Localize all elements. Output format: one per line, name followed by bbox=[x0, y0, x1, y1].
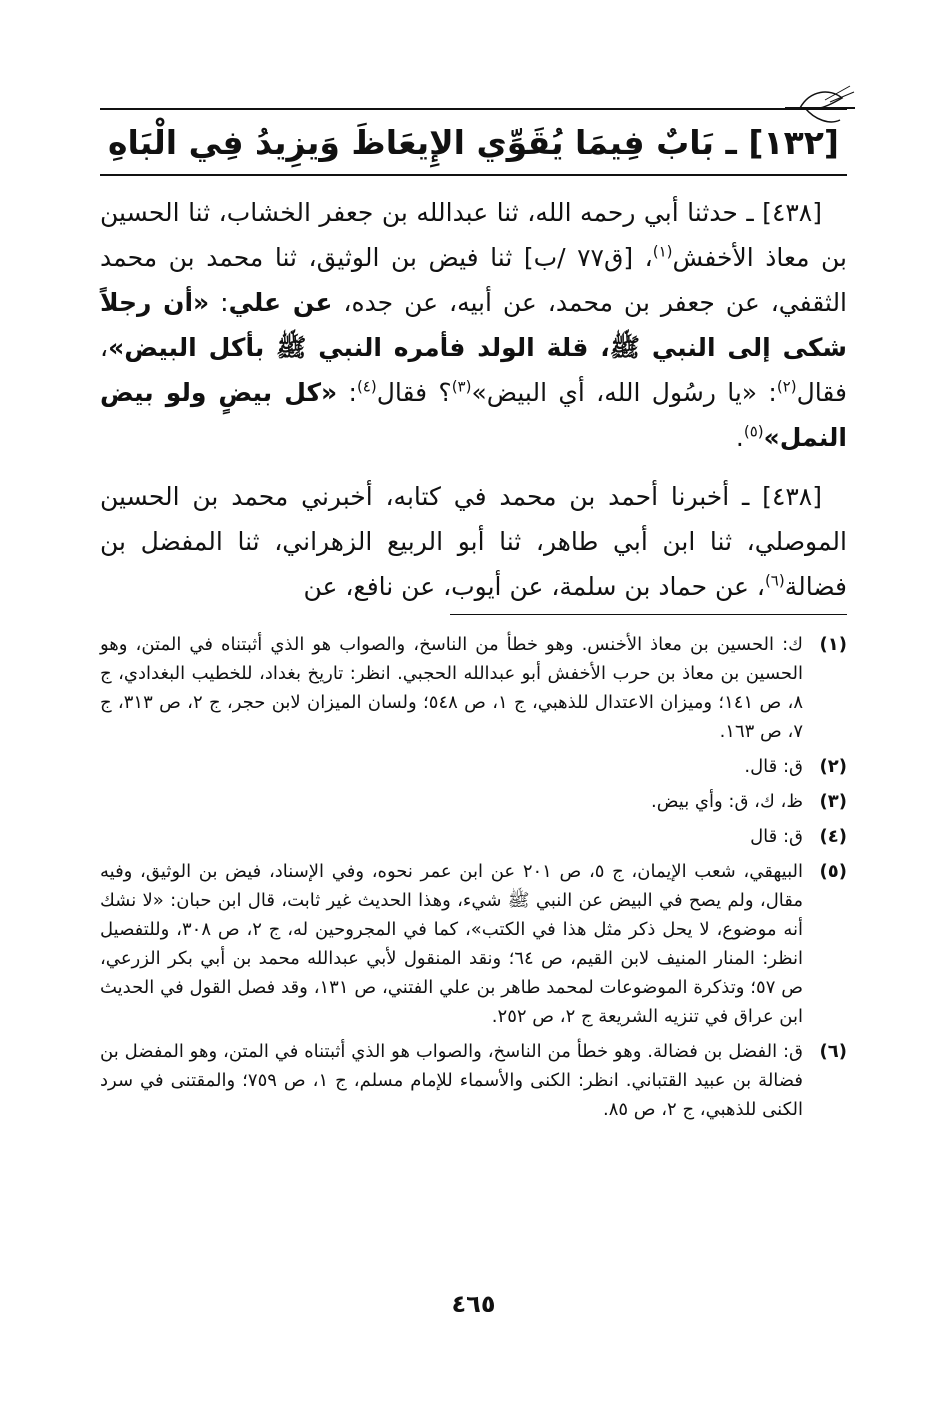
footnote-item bbox=[100, 630, 847, 746]
footnote-number: (١) bbox=[819, 634, 847, 655]
hadith-number: [٤٣٨] bbox=[762, 198, 822, 227]
footnote-text: ق: الفضل بن فضالة. وهو خطأ من الناسخ، والصواب هو الذي أثبتناه في المتن، وهو المفضل بن فضالة بن عبيد القتباني. انظر: الكنى والأسماء للإمام مسلم، ج ١، ص ٧٥٩؛ والمقتنى في سرد الكنى للذهبي، ج ٢، ص ٨٥. bbox=[100, 1041, 803, 1120]
hadith-bold-text: عن علي bbox=[228, 288, 333, 317]
footnote-number: (٤) bbox=[819, 826, 847, 847]
footnote-item bbox=[100, 752, 847, 781]
hadith-text: : bbox=[209, 288, 229, 317]
hadith-text: . bbox=[735, 423, 744, 452]
footnote-ref: (٣) bbox=[451, 377, 472, 396]
hadith-text: ، [ق٧٧ /ب] ثنا فيض بن الوثيق، ثنا محمد بن محمد الثقفي، عن جعفر بن محمد، عن أبيه، عن جده، bbox=[100, 243, 848, 317]
footnote-item bbox=[100, 787, 847, 816]
footnote-text: ظ، ك، ق: وأي بيض. bbox=[650, 791, 803, 812]
footnote-ref: (١) bbox=[652, 242, 673, 261]
footnote-item bbox=[100, 822, 847, 851]
footnotes bbox=[100, 630, 847, 1130]
page-number: ٤٦٥ bbox=[451, 1290, 496, 1318]
hadith-number: [٤٣٨] bbox=[762, 482, 822, 511]
title-rule bbox=[100, 174, 847, 176]
hadith-paragraph bbox=[100, 190, 847, 460]
footnote-ref: (٦) bbox=[764, 571, 785, 590]
footnote-text: ق: قال bbox=[750, 826, 803, 847]
hadith-text: ؟ فقال bbox=[376, 378, 452, 407]
hadith-text: : bbox=[337, 378, 357, 407]
hadith-text: : «يا رسُول الله، أي البيض» bbox=[471, 378, 777, 407]
footnote-text: ك: الحسين بن معاذ الأخنس. وهو خطأ من الناسخ، والصواب هو الذي أثبتناه في المتن، وهو الحسين بن معاذ بن حرب الأخفش أبو عبدالله الحجبي. انظر: تاريخ بغداد، للخطيب البغدادي، ج ٨، ص ١٤١؛ وميزان الاعتدال للذهبي، ج ١، ص ٥٤٨؛ ولسان الميزان لابن حجر، ج ٢، ص ٣١٣، ج ٧، ص ١٦٣. bbox=[100, 634, 804, 742]
hadith-bold-text: «أن رجلاً شكى إلى النبي ﷺ، قلة الولد فأمره النبي ﷺ بأكل البيض» bbox=[100, 288, 847, 362]
hadith-text: ـ حدثنا أبي رحمه الله، ثنا عبدالله بن جعفر الخشاب، ثنا الحسين بن معاذ الأخفش bbox=[100, 198, 847, 272]
footnote-ref: (٤) bbox=[356, 377, 377, 396]
footnote-number: (٦) bbox=[819, 1041, 847, 1062]
footnote-number: (٥) bbox=[819, 861, 847, 882]
hadith-text: ـ أخبرنا أحمد بن محمد في كتابه، أخبرني محمد بن الحسين الموصلي، ثنا ابن أبي طاهر، ثنا أبو الربيع الزهراني، ثنا المفضل بن فضالة bbox=[100, 482, 847, 601]
footnote-text: البيهقي، شعب الإيمان، ج ٥، ص ٢٠١ عن ابن عمر نحوه، وفي الإسناد، فيض بن الوثيق، وفيه مقال، ولم يصح في البيض عن النبي ﷺ شيء، وهذا الحديث غير ثابت، قال ابن حبان: «لا نشك أنه موضوع، لا يحل ذكر مثل هذا في الكتب»، كما في المجروحين له، ج ٢، ص ٣٠٨، وللتفصيل انظر: المنار المنيف لابن القيم، ص ٦٤؛ ونقد المنقول لأبي عبدالله محمد بن أبي بكر الزرعي، ص ٥٧؛ وتذكرة الموضوعات لمحمد طاهر بن علي الفتني، ص ١٣١، وقد فصل القول في الحديث ابن عراق في تنزيه الشريعة ج ٢، ص ٢٥٢. bbox=[100, 861, 804, 1027]
footnote-ref: (٢) bbox=[776, 377, 797, 396]
footnote-number: (٢) bbox=[819, 756, 847, 777]
footnote-separator bbox=[450, 614, 847, 615]
hadith-text: ، عن حماد بن سلمة، عن أيوب، عن نافع، عن bbox=[303, 572, 765, 601]
footnote-text: ق: قال. bbox=[744, 756, 803, 777]
footnote-ref: (٥) bbox=[743, 422, 764, 441]
header-rule bbox=[100, 108, 847, 110]
footnote-item bbox=[100, 1037, 847, 1124]
footnote-item bbox=[100, 857, 847, 1031]
hadith-paragraph bbox=[100, 474, 847, 609]
chapter-title: [١٣٢] ـ بَابٌ فِيمَا يُقَوِّي الإِيعَاظَ وَيزِيدُ فِي الْبَاهِ bbox=[108, 123, 839, 162]
main-text bbox=[100, 190, 847, 609]
hadith-bold-text: «كل بيضٍ ولو بيض النمل» bbox=[100, 378, 847, 452]
footnote-number: (٣) bbox=[819, 791, 847, 812]
hadith-text: ، فقال bbox=[100, 333, 847, 407]
